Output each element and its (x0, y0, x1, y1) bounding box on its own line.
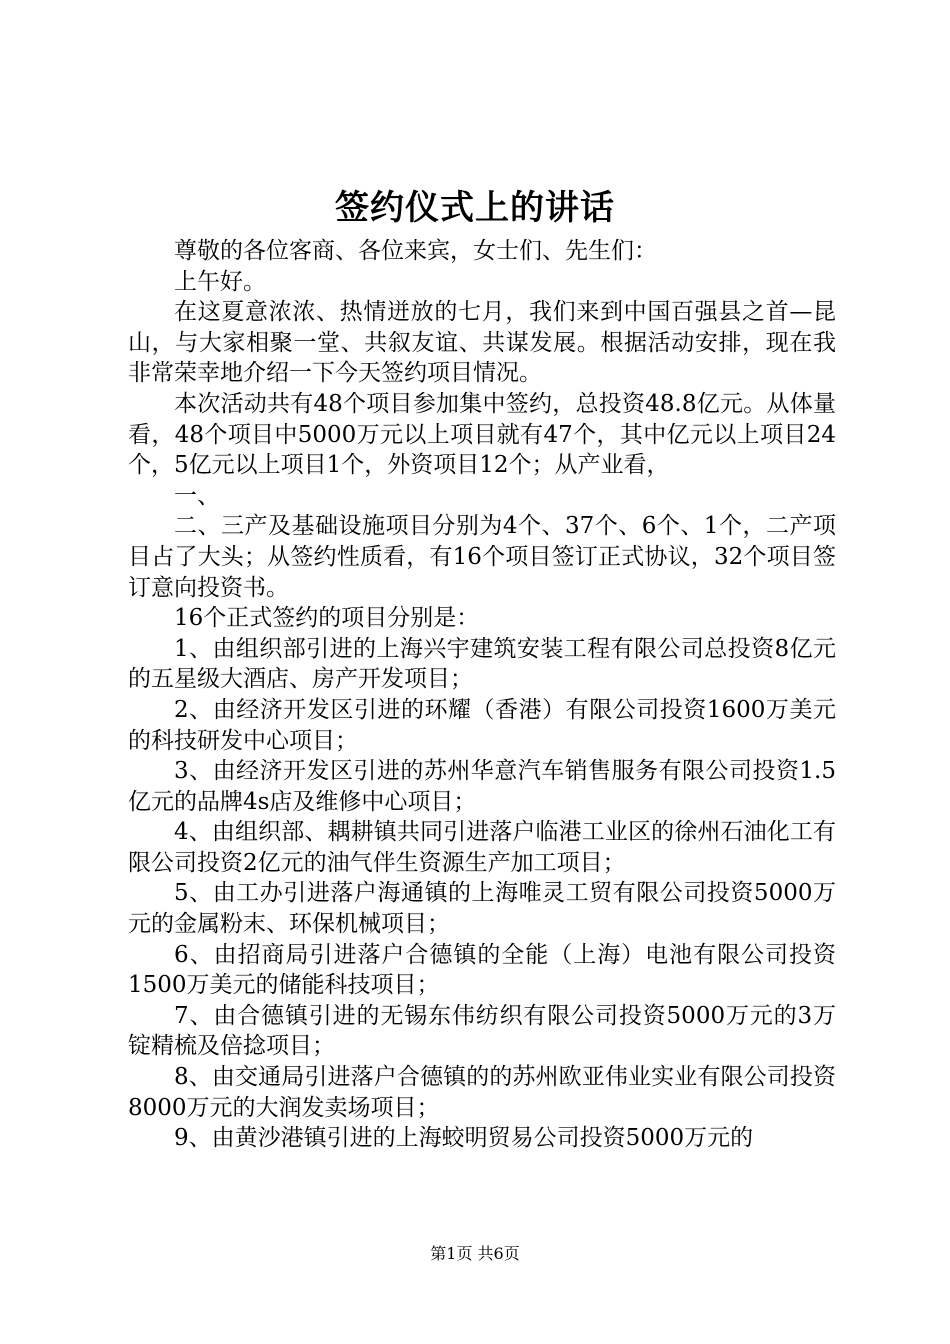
list-item: 4、由组织部、耦耕镇共同引进落户临港工业区的徐州石油化工有限公司投资2亿元的油气伴生资源生产加工项目； (128, 819, 836, 876)
list-item: 2、由经济开发区引进的环耀（香港）有限公司投资1600万美元的科技研发中心项目； (128, 696, 836, 754)
list-item: 5、由工办引进落户海通镇的上海唯灵工贸有限公司投资5000万元的金属粉末、环保机械项目； (128, 880, 836, 938)
paragraph-formal-list-heading: 16个正式签约的项目分别是： (174, 605, 480, 632)
paragraph-intro: 在这夏意浓浓、热情迸放的七月，我们来到中国百强县之首—昆山，与大家相聚一堂、共叙友谊、共谋发展。根据活动安排，现在我非常荣幸地介绍一下今天签约项目情况。 (128, 299, 836, 387)
list-item: 7、由合德镇引进的无锡东伟纺织有限公司投资5000万元的3万锭精梳及倍捻项目； (128, 1002, 836, 1060)
list-item: 1、由组织部引进的上海兴宇建筑安装工程有限公司总投资8亿元的五星级大酒店、房产开发项目； (128, 635, 836, 693)
paragraph-one: 一、 (174, 482, 220, 509)
document-title: 签约仪式上的讲话 (335, 188, 615, 228)
paragraph-good-morning: 上午好。 (174, 268, 266, 295)
list-item: 8、由交通局引进落户合德镇的的苏州欧亚伟业实业有限公司投资8000万元的大润发卖场项目； (128, 1064, 836, 1121)
list-item: 6、由招商局引进落户合德镇的全能（上海）电池有限公司投资1500万美元的储能科技项目； (128, 941, 836, 999)
paragraph-greeting: 尊敬的各位客商、各位来宾，女士们、先生们： (174, 238, 657, 264)
list-item: 3、由经济开发区引进的苏州华意汽车销售服务有限公司投资1.5亿元的品牌4s店及维修中心项目； (128, 758, 836, 815)
list-item: 9、由黄沙港镇引进的上海蛟明贸易公司投资5000万元的 (174, 1125, 754, 1152)
paragraph-overview: 本次活动共有48个项目参加集中签约，总投资48.8亿元。从体量看，48个项目中5000万元以上项目就有47个，其中亿元以上项目24个，5亿元以上项目1个，外资项目12个；从产业看， (128, 390, 836, 479)
page-number: 第1页 共6页 (430, 1244, 520, 1263)
paragraph-industry: 二、三产及基础设施项目分别为4个、37个、6个、1个，二产项目占了大头；从签约性质看，有16个项目签订正式协议，32个项目签订意向投资书。 (128, 513, 836, 601)
document-body (128, 236, 836, 1154)
